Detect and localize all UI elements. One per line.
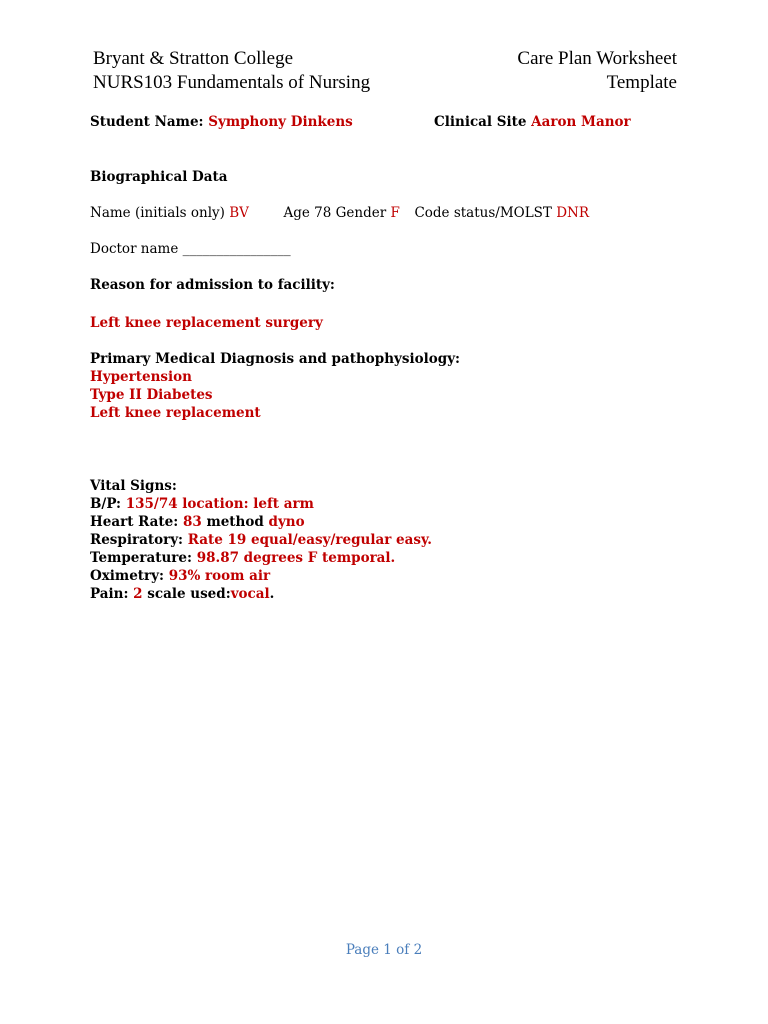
gender-value: F <box>390 205 400 221</box>
clinical-site-row <box>434 113 631 131</box>
vitals-bp-row <box>90 495 314 513</box>
vitals-temp-row <box>90 549 395 567</box>
hr-method-label: method <box>206 514 264 530</box>
clinical-site-value: Aaron Manor <box>531 114 631 130</box>
vitals-resp-row <box>90 531 432 549</box>
course-name: NURS103 Fundamentals of Nursing <box>93 72 371 93</box>
code-status-value: DNR <box>556 205 590 221</box>
doctor-name-row: Doctor name ________________ <box>90 241 291 257</box>
ox-label: Oximetry: <box>90 568 164 584</box>
diagnosis-heading: Primary Medical Diagnosis and pathophysiology: <box>90 351 461 367</box>
vitals-hr-row <box>90 513 305 531</box>
age-gender-label: Age 78 Gender <box>283 205 387 221</box>
student-name-label: Student Name: <box>90 114 204 130</box>
diagnosis-item: Type II Diabetes <box>90 387 213 403</box>
ox-value: 93% room air <box>168 568 271 584</box>
pain-scale-label: scale used: <box>147 586 231 602</box>
vitals-heading: Vital Signs: <box>90 478 177 494</box>
doc-title-line-1: Care Plan Worksheet <box>517 48 677 69</box>
hr-method-value: dyno <box>268 514 305 530</box>
pain-scale-value: vocal <box>230 586 270 602</box>
temp-value: 98.87 degrees F temporal. <box>196 550 396 566</box>
doc-title-line-2: Template <box>606 72 677 93</box>
initials-value: BV <box>229 205 249 221</box>
temp-label: Temperature: <box>90 550 192 566</box>
pain-value: 2 <box>133 586 143 602</box>
bio-heading: Biographical Data <box>90 169 228 185</box>
college-name: Bryant & Stratton College <box>93 48 294 69</box>
bp-value: 135/74 location: left arm <box>125 496 314 512</box>
admission-heading: Reason for admission to facility: <box>90 277 335 293</box>
page-number: Page 1 of 2 <box>345 942 423 958</box>
code-status-label: Code status/MOLST <box>414 205 552 221</box>
header-left <box>93 47 370 95</box>
pain-period: . <box>269 586 275 602</box>
student-row <box>90 113 353 131</box>
diagnosis-item: Hypertension <box>90 369 192 385</box>
bio-row <box>90 204 589 222</box>
initials-label: Name (initials only) <box>90 205 225 221</box>
resp-value: Rate 19 equal/easy/regular easy. <box>187 532 432 548</box>
student-name-value: Symphony Dinkens <box>208 114 353 130</box>
admission-value: Left knee replacement surgery <box>90 315 323 331</box>
pain-label: Pain: <box>90 586 129 602</box>
vitals-ox-row <box>90 567 270 585</box>
hr-label: Heart Rate: <box>90 514 179 530</box>
resp-label: Respiratory: <box>90 532 184 548</box>
hr-value: 83 <box>182 514 202 530</box>
header-right <box>517 47 677 95</box>
diagnosis-item: Left knee replacement <box>90 405 261 421</box>
clinical-site-label: Clinical Site <box>434 114 527 130</box>
vitals-pain-row <box>90 585 274 603</box>
bp-label: B/P: <box>90 496 121 512</box>
